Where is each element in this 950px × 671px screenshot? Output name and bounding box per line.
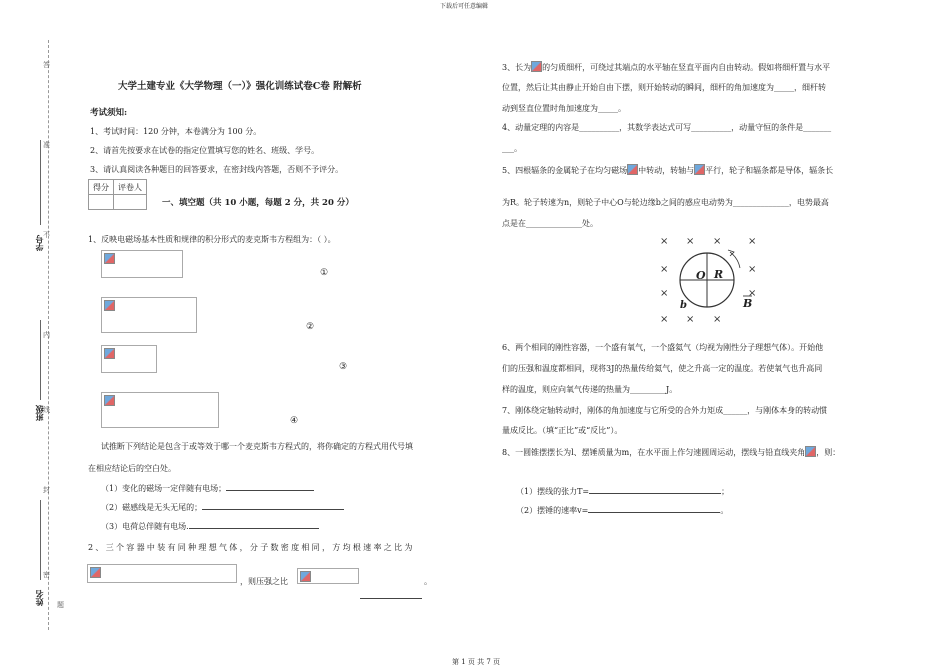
- answer-blank[interactable]: [202, 509, 344, 510]
- equation-image-2: [101, 297, 197, 333]
- broken-image-icon: [104, 395, 115, 406]
- q2-text: 。: [424, 577, 432, 586]
- q8-text: ，则：: [816, 448, 841, 457]
- q8-item-text: （2）摆锤的速率v=: [516, 506, 589, 515]
- question-4: 4、动量定理的内容是__________，其数学表达式可写__________，动量守恒的条件是_______: [502, 123, 832, 132]
- cross-mark: ×: [686, 314, 695, 324]
- binding-mark: 不: [43, 231, 50, 239]
- question-6-line3: 样的温度，则应向氧气传递的热量为_________J。: [502, 385, 678, 394]
- equation-image-1: [101, 250, 183, 278]
- cross-mark: ×: [748, 264, 757, 275]
- question-3-line3: 动到竖直位置时角加速度为_____。: [502, 104, 626, 113]
- question-1: 1、反映电磁场基本性质和规律的积分形式的麦克斯韦方程组为：（ ）。: [88, 235, 336, 244]
- name-line: [40, 500, 41, 580]
- equation-image-3: [101, 345, 157, 373]
- cross-mark: ×: [660, 314, 669, 324]
- question-6: 6、两个相同的刚性容器，一个盛有氧气，一个盛氦气（均视为刚性分子理想气体）。开始他: [502, 343, 824, 352]
- notice-item: 1、考试时间：120 分钟，本卷满分为 100 分。: [90, 127, 262, 136]
- symbol-image: [805, 446, 816, 457]
- cross-mark: ×: [748, 236, 757, 247]
- q8-item-tail: ；: [721, 487, 730, 496]
- field-label-B: B: [743, 297, 753, 310]
- question-5: [502, 164, 833, 176]
- cross-mark: ×: [748, 288, 757, 299]
- student-id-label: 学号: [34, 235, 44, 251]
- score-table: [88, 179, 147, 210]
- q1-item-text: （2）磁感线是无头无尾的；: [101, 503, 203, 512]
- broken-image-icon: [531, 61, 542, 72]
- broken-image-icon: [300, 571, 311, 582]
- answer-blank[interactable]: [589, 493, 721, 494]
- center-label-O: O: [696, 269, 706, 282]
- cross-mark: ×: [686, 236, 695, 247]
- equation-number: ②: [306, 322, 315, 332]
- section-heading: 一、填空题（共 10 小题，每题 2 分，共 20 分）: [162, 198, 354, 208]
- wheel-magnetic-field-figure: [650, 232, 770, 324]
- question-5-line3: 点是在______________处。: [502, 219, 598, 228]
- broken-image-icon: [104, 348, 115, 359]
- q5-text: 平行，轮子和辐条都是导体，辐条长: [705, 166, 834, 175]
- question-3-line2: 位置，然后让其由静止开始自由下摆，则开始转动的瞬间，细杆的角加速度为_____，细杆转: [502, 83, 826, 92]
- answer-blank[interactable]: [588, 512, 720, 513]
- notice-item: 3、请认真阅读各种题目的回答要求，在密封线内答题，否则不予评分。: [90, 165, 344, 174]
- broken-image-icon: [694, 164, 705, 175]
- symbol-image: [694, 164, 705, 175]
- binding-mark: 内: [43, 331, 50, 339]
- q8-item-text: （1）摆线的张力T=: [516, 487, 590, 496]
- broken-image-icon: [104, 253, 115, 264]
- q1-item: [101, 502, 344, 513]
- page-footer: 第 1 页 共 7 页: [452, 658, 501, 666]
- q8-text: 8、一圆锥摆摆长为l、摆锤质量为m，在水平面上作匀速圆周运动，摆线与铅直线夹角: [502, 448, 806, 457]
- answer-blank[interactable]: [360, 584, 422, 603]
- question-7: 7、刚体绕定轴转动时，刚体的角加速度与它所受的合外力矩成______，与刚体本身的转动惯: [502, 406, 828, 415]
- question-6-line2: 们的压强和温度都相同，现将3J的热量传给氦气，使之升高一定的温度。若使氧气也升高同: [502, 364, 823, 373]
- q8-item-speed: [516, 505, 728, 516]
- edge-label-b: b: [680, 300, 687, 311]
- symbol-image: [627, 164, 638, 175]
- binding-mark: 题: [57, 601, 64, 609]
- ratio-image: [297, 568, 359, 584]
- top-note: 下载后可任意编辑: [440, 3, 489, 10]
- q5-text: 中转动，转轴与: [638, 166, 695, 175]
- broken-image-icon: [805, 446, 816, 457]
- score-cell[interactable]: [89, 195, 114, 210]
- symbol-image: [531, 61, 542, 72]
- binding-mark: 密: [43, 571, 50, 579]
- equation-image-4: [101, 392, 219, 428]
- q3-text: 3、长为: [502, 63, 532, 72]
- q3-text: 的匀质细杆，可绕过其端点的水平轴在竖直平面内自由转动。假如将细杆置与水平: [542, 63, 831, 72]
- class-label: 班级: [34, 405, 44, 421]
- class-line: [40, 320, 41, 400]
- answer-blank[interactable]: [189, 528, 319, 529]
- student-id-line: [40, 140, 41, 225]
- broken-image-icon: [90, 567, 101, 578]
- score-header: 得分: [89, 180, 114, 195]
- notice-heading: 考试须知:: [90, 108, 128, 118]
- broken-image-icon: [104, 300, 115, 311]
- q1-item-text: （3）电荷总伴随有电场.: [101, 522, 189, 531]
- page-title: 大学土建专业《大学物理（一）》强化训练试卷C卷 附解析: [118, 81, 362, 92]
- q1-item: [101, 521, 319, 532]
- q1-instruction: 在相应结论后的空白处。: [88, 464, 176, 473]
- equation-number: ①: [320, 268, 329, 278]
- binding-mark: 线: [43, 406, 50, 414]
- radius-label-R: R: [714, 268, 724, 281]
- cross-mark: ×: [660, 264, 669, 275]
- q8-item-tail: 。: [720, 506, 729, 515]
- name-label: 姓名: [34, 590, 44, 606]
- cross-mark: ×: [660, 236, 669, 247]
- binding-mark: 准: [43, 141, 50, 149]
- grader-cell[interactable]: [114, 195, 147, 210]
- ratio-image: [87, 564, 237, 583]
- question-8: [502, 446, 840, 458]
- cross-mark: ×: [713, 314, 722, 324]
- question-5-line2: 为R。轮子转速为n，则轮子中心O与轮边缘b之间的感应电动势为______________，电势最高: [502, 198, 829, 207]
- notice-item: 2、请首先按要求在试卷的指定位置填写您的姓名、班级、学号。: [90, 146, 320, 155]
- q1-item-text: （1）变化的磁场一定伴随有电场；: [101, 484, 227, 493]
- cross-mark: ×: [713, 236, 722, 247]
- q1-item: [101, 483, 314, 494]
- binding-mark: 答: [43, 61, 50, 69]
- equation-number: ④: [290, 416, 299, 426]
- question-2: 2、三个容器中装有同种理想气体，分子数密度相同，方均根速率之比为: [88, 543, 415, 552]
- question-7-line2: 量成反比。（填“正比”或“反比”）。: [502, 426, 623, 435]
- cross-mark: ×: [660, 288, 669, 299]
- answer-blank[interactable]: [226, 490, 314, 491]
- broken-image-icon: [627, 164, 638, 175]
- q8-item-tension: [516, 486, 729, 497]
- equation-number: ③: [339, 362, 348, 372]
- binding-mark: 封: [43, 486, 50, 494]
- q2-text: ，则压强之比: [240, 577, 288, 586]
- grader-header: 评卷人: [114, 180, 147, 195]
- question-3: [502, 61, 830, 73]
- question-4-line2: ___。: [502, 144, 522, 153]
- q5-text: 5、四根辐条的金属轮子在均匀磁场: [502, 166, 628, 175]
- q1-instruction: 试推断下列结论是包含于或等效于哪一个麦克斯韦方程式的，将你确定的方程式用代号填: [101, 442, 413, 451]
